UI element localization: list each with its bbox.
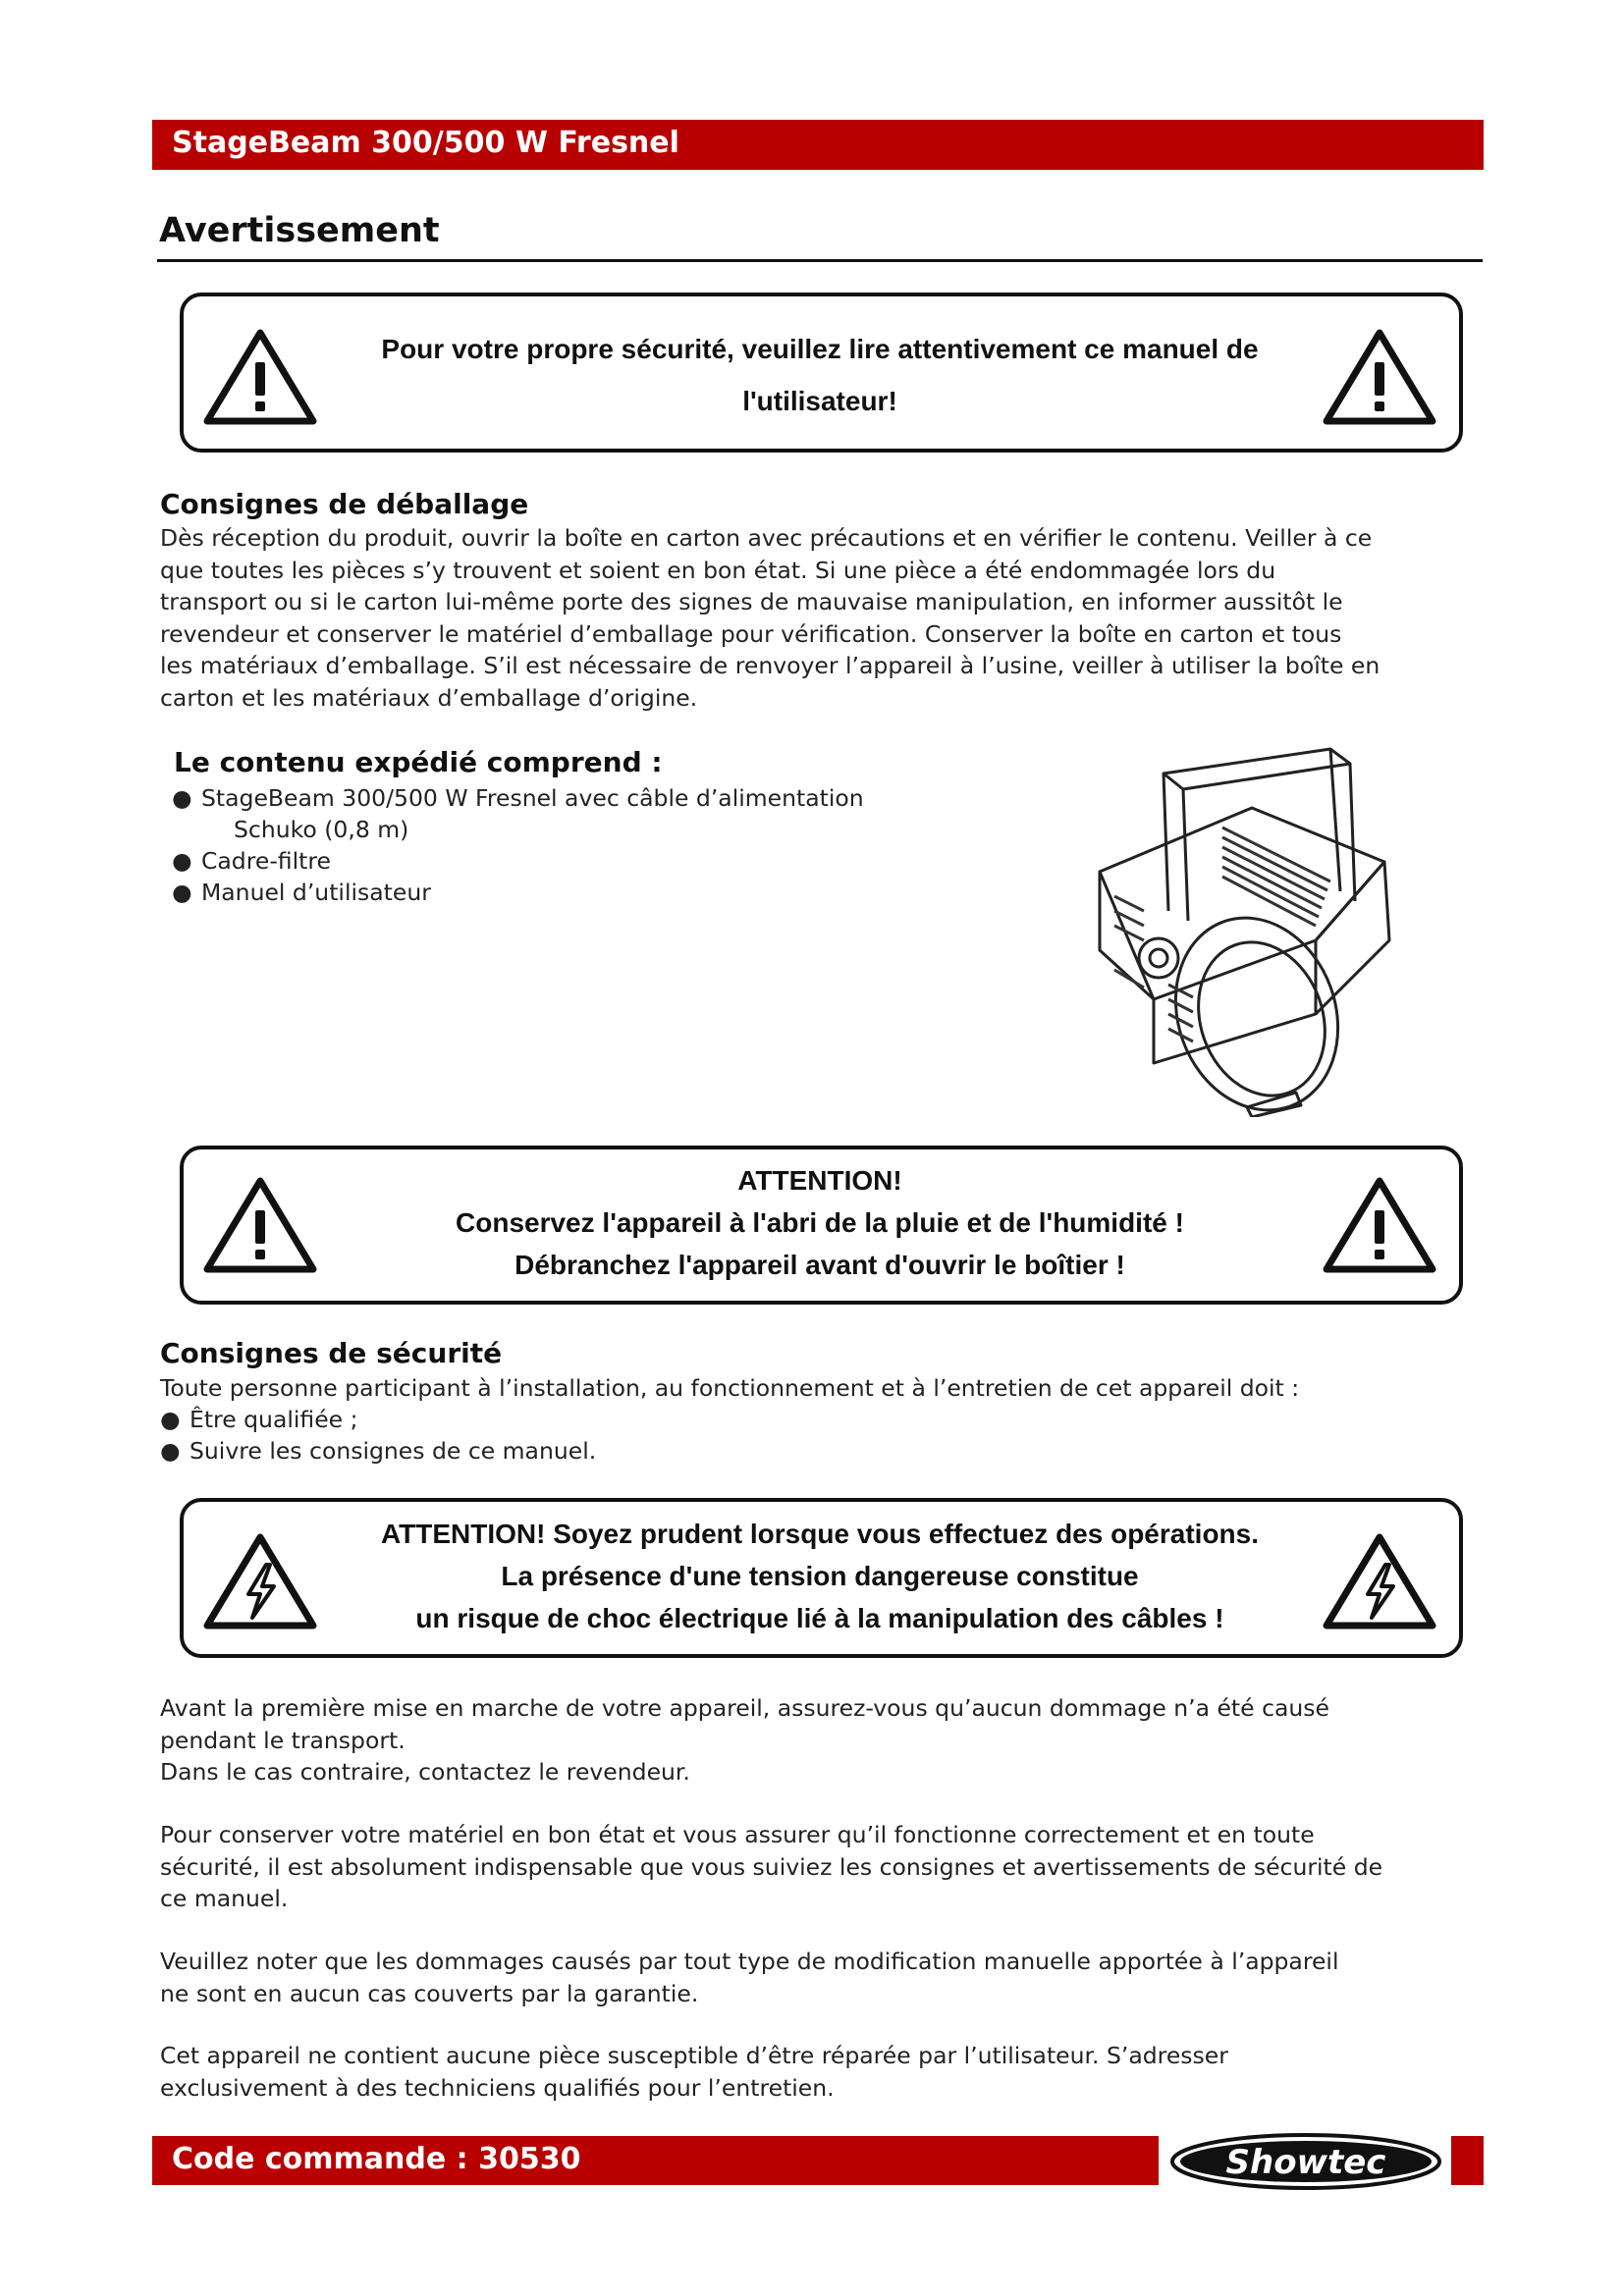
header-title: StageBeam 300/500 W Fresnel	[172, 126, 679, 160]
warning-triangle-icon	[1321, 1175, 1438, 1273]
text-line: sécurité, il est absolument indispensable que vous suiviez les consignes et avertissements de sécurité de	[160, 1852, 1383, 1881]
electric-hazard-icon	[201, 1531, 319, 1629]
warning3-line3: un risque de choc électrique lié à la manipulation des câbles !	[415, 1603, 1224, 1633]
contents-list	[172, 782, 957, 908]
list-item: ● Manuel d’utilisateur	[172, 879, 431, 906]
text-line: ne sont en aucun cas couverts par la garantie.	[160, 1979, 699, 2007]
warning3-line1: ATTENTION! Soyez prudent lorsque vous effectuez des opérations.	[380, 1519, 1260, 1549]
paragraph-instructions	[160, 1819, 1486, 1915]
text-line: que toutes les pièces s’y trouvent et soient en bon état. Si une pièce a été endommagée lors du	[160, 556, 1276, 584]
text-line: ce manuel.	[160, 1885, 289, 1912]
text-line: pendant le transport.	[160, 1726, 406, 1754]
contents-title: Le contenu expédié comprend :	[174, 746, 663, 778]
text-line: revendeur et conserver le matériel d’emballage pour vérification. Conserver la boîte en carton et tous	[160, 619, 1342, 648]
text-line: Dans le cas contraire, contactez le revendeur.	[160, 1758, 690, 1786]
unpacking-paragraph	[160, 522, 1486, 714]
warning1-line2: l'utilisateur!	[742, 386, 897, 416]
list-item: ● Être qualifiée ;	[160, 1406, 358, 1433]
section-divider	[157, 259, 1483, 262]
text-line: Cet appareil ne contient aucune pièce susceptible d’être réparée par l’utilisateur. S’adresser	[160, 2042, 1228, 2069]
warning1-line1: Pour votre propre sécurité, veuillez lire attentivement ce manuel de	[381, 334, 1259, 364]
paragraph-service	[160, 2040, 1486, 2104]
text-line: carton et les matériaux d’emballage d’origine.	[160, 683, 698, 712]
warning2-line3: Débranchez l'appareil avant d'ouvrir le boîtier !	[514, 1250, 1125, 1280]
safety-list	[160, 1404, 1044, 1467]
safety-title: Consignes de sécurité	[160, 1337, 503, 1369]
warning2-line1: ATTENTION!	[737, 1165, 902, 1196]
unpacking-title: Consignes de déballage	[160, 488, 529, 520]
list-item: ● Suivre les consignes de ce manuel.	[160, 1437, 597, 1465]
paragraph-inspection	[160, 1692, 1486, 1789]
paragraph-warranty	[160, 1946, 1486, 2009]
section-title: Avertissement	[159, 211, 440, 250]
text-line: exclusivement à des techniciens qualifiés pour l’entretien.	[160, 2073, 835, 2102]
text-line: Pour conserver votre matériel en bon état et vous assurer qu’il fonctionne correctement et en toute	[160, 1821, 1315, 1848]
warning-triangle-icon	[1321, 327, 1438, 425]
text-line: transport ou si le carton lui-même porte des signes de mauvaise manipulation, en informer aussitôt le	[160, 588, 1343, 615]
warning3-line2: La présence d'une tension dangereuse constitue	[501, 1561, 1139, 1591]
text-line: Dès réception du produit, ouvrir la boîte en carton avec précautions et en vérifier le contenu. Veiller à ce	[160, 524, 1373, 552]
safety-intro: Toute personne participant à l’installation, au fonctionnement et à l’entretien de cet appareil doit :	[160, 1374, 1300, 1402]
text-line: Avant la première mise en marche de votre appareil, assurez-vous qu’aucun dommage n’a été causé	[160, 1694, 1329, 1722]
text-line: les matériaux d’emballage. S’il est nécessaire de renvoyer l’appareil à l’usine, veiller à utiliser la boîte en	[160, 652, 1380, 679]
list-item-continuation: Schuko (0,8 m)	[234, 816, 409, 843]
warning-triangle-icon	[201, 327, 319, 425]
list-item: ● Cadre-filtre	[172, 847, 331, 875]
list-item: ● StageBeam 300/500 W Fresnel avec câble d’alimentation	[172, 784, 864, 812]
showtec-logo	[1168, 2132, 1443, 2191]
logo-text: Showtec	[1225, 2143, 1386, 2182]
warning2-line2: Conservez l'appareil à l'abri de la pluie et de l'humidité !	[456, 1207, 1184, 1238]
warning-box-read-manual	[180, 293, 1463, 453]
warning-triangle-icon	[201, 1175, 319, 1273]
electric-hazard-icon	[1321, 1531, 1438, 1629]
order-code: Code commande : 30530	[172, 2142, 581, 2176]
fresnel-spotlight-illustration	[1060, 734, 1434, 1117]
text-line: Veuillez noter que les dommages causés par tout type de modification manuelle apportée à l’appareil	[160, 1948, 1339, 1975]
